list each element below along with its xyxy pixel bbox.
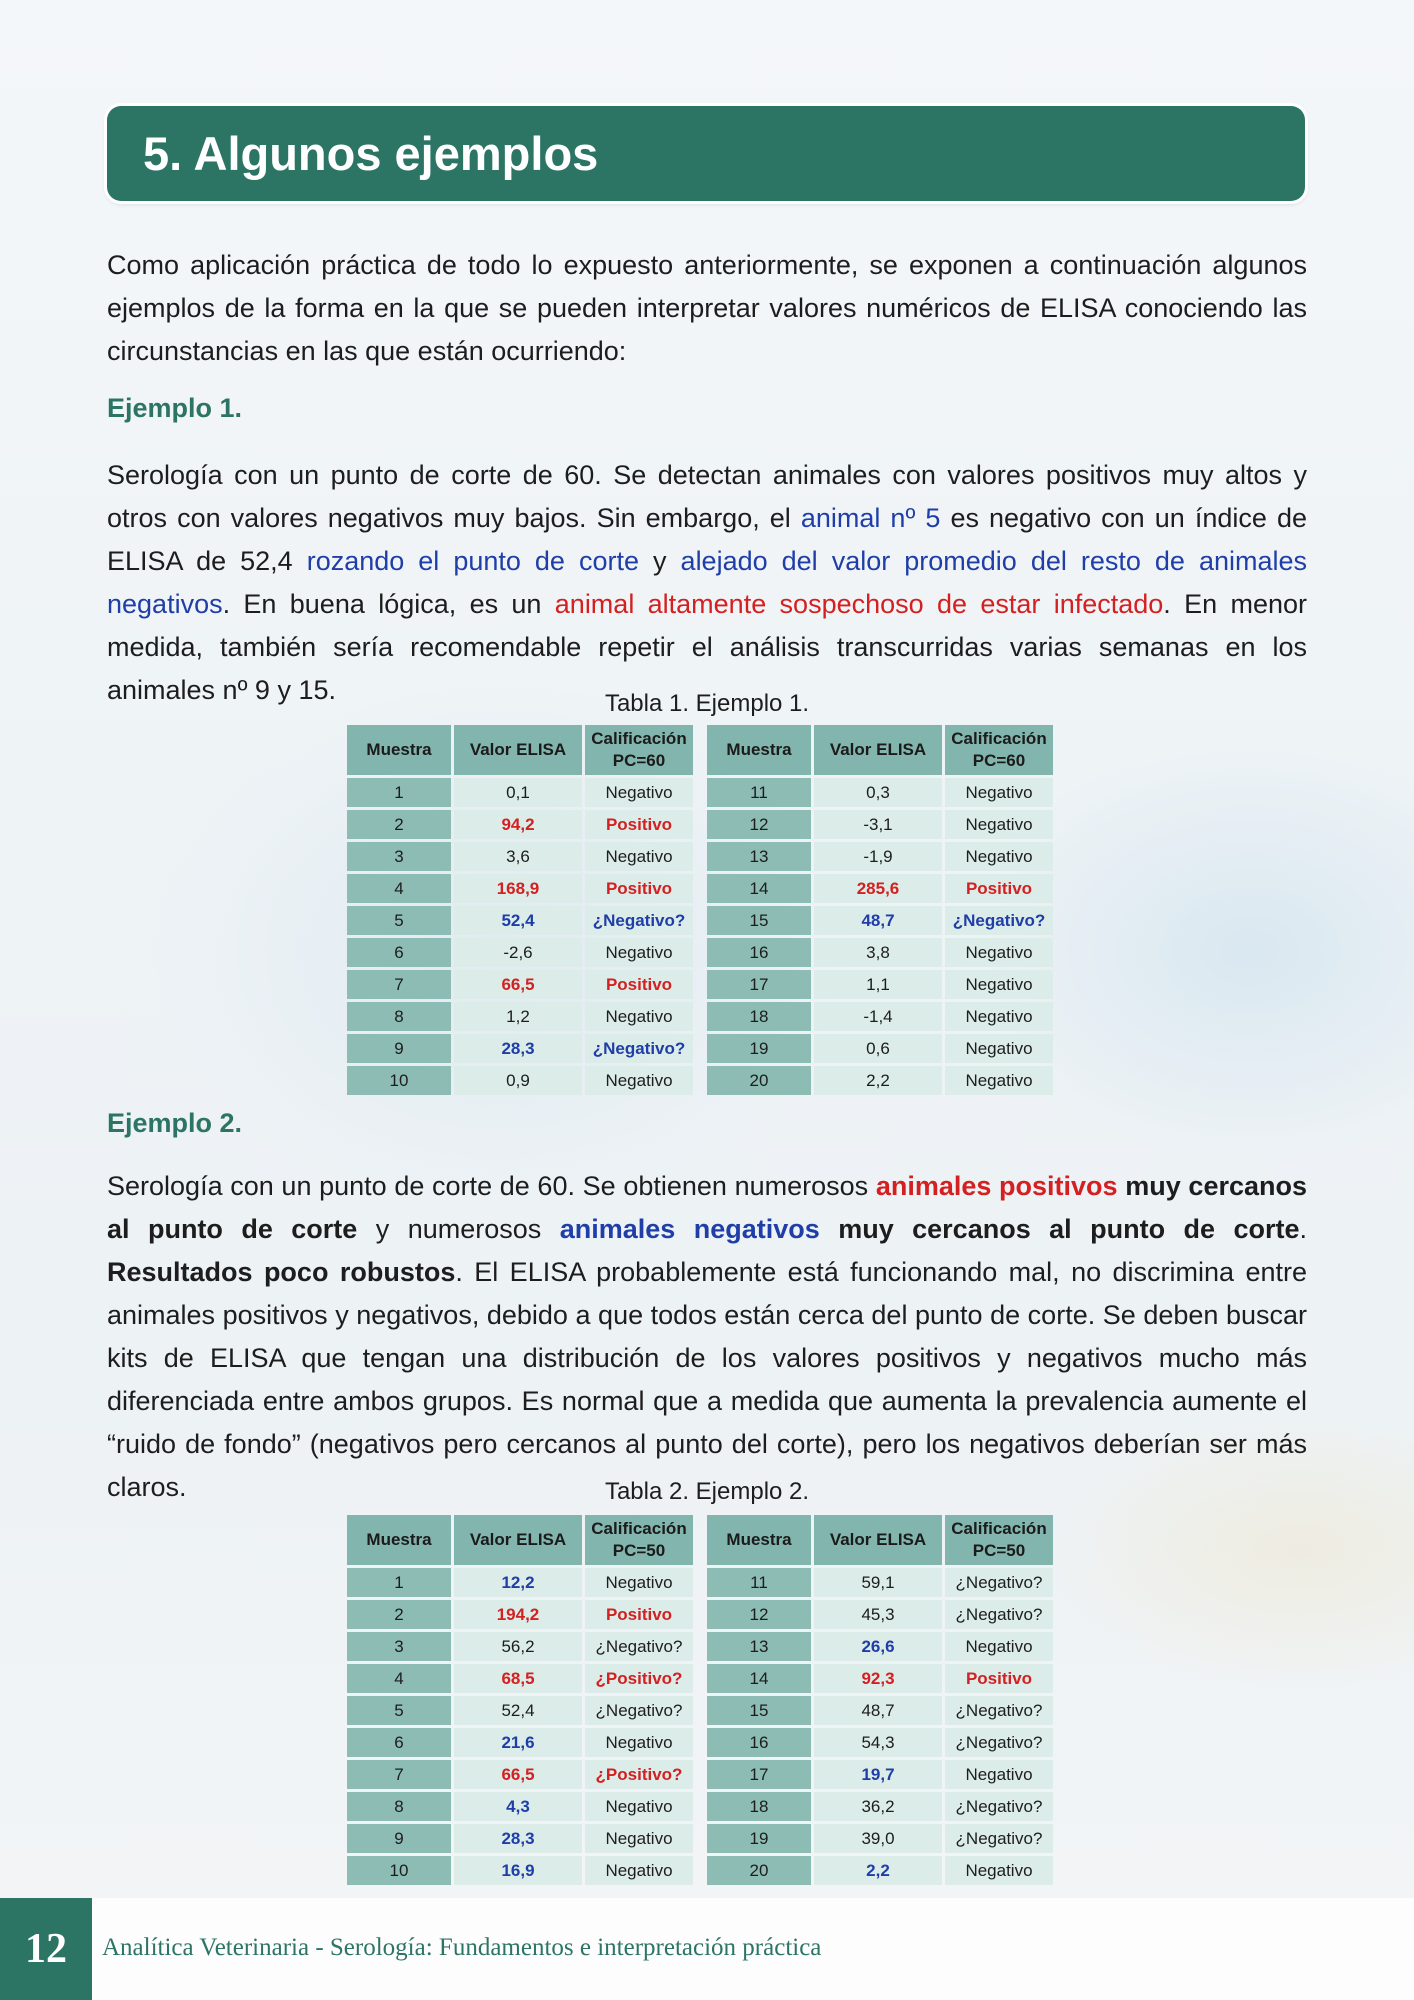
table-gap — [696, 938, 704, 967]
table-gap — [696, 874, 704, 903]
example1-paragraph — [107, 454, 1307, 712]
classification-cell: ¿Negativo? — [945, 1728, 1053, 1757]
table-row — [347, 906, 1053, 935]
table-row — [347, 1824, 1053, 1853]
classification-cell: Negativo — [585, 938, 693, 967]
elisa-value-cell: 16,9 — [454, 1856, 582, 1885]
sample-number-cell: 18 — [707, 1002, 811, 1031]
sample-number-cell: 6 — [347, 938, 451, 967]
elisa-value-cell: 0,3 — [814, 778, 942, 807]
sample-number-cell: 4 — [347, 1664, 451, 1693]
table-gap — [696, 1696, 704, 1725]
example2-highlight-near1: muy cercanos al punto de corte — [107, 1171, 1308, 1244]
elisa-value-cell: 39,0 — [814, 1824, 942, 1853]
classification-cell: Negativo — [585, 1728, 693, 1757]
classification-cell: ¿Negativo? — [585, 1034, 693, 1063]
sample-number-cell: 11 — [707, 1568, 811, 1597]
sample-number-cell: 4 — [347, 874, 451, 903]
table2 — [344, 1512, 1056, 1888]
classification-cell: Negativo — [585, 1568, 693, 1597]
example1-highlight-suspect: animal altamente sospechoso de estar infectado — [554, 589, 1164, 619]
classification-cell: Negativo — [585, 1824, 693, 1853]
table-gap — [696, 1728, 704, 1757]
table-header-cell: Muestra — [707, 1515, 811, 1565]
classification-cell: ¿Negativo? — [945, 1792, 1053, 1821]
table-gap — [696, 1034, 704, 1063]
sample-number-cell: 15 — [707, 906, 811, 935]
sample-number-cell: 8 — [347, 1002, 451, 1031]
table-row — [347, 938, 1053, 967]
example2-highlight-near2: muy cercanos al punto de corte — [838, 1214, 1300, 1244]
classification-cell: Negativo — [585, 1856, 693, 1885]
table-gap — [696, 906, 704, 935]
table-header-row — [347, 725, 1053, 775]
table-row — [347, 1568, 1053, 1597]
classification-cell: Negativo — [945, 1632, 1053, 1661]
sample-number-cell: 19 — [707, 1034, 811, 1063]
classification-cell: ¿Negativo? — [945, 1600, 1053, 1629]
classification-cell: Negativo — [945, 1002, 1053, 1031]
classification-cell: Negativo — [945, 1066, 1053, 1095]
table-header-cell: Muestra — [347, 725, 451, 775]
example1-text-part: es negativo con un índice de ELISA de 52,4 — [107, 503, 1307, 576]
example1-highlight-animal: animal nº 5 — [800, 503, 941, 533]
section-title: 5. Algunos ejemplos — [143, 127, 599, 180]
sample-number-cell: 1 — [347, 1568, 451, 1597]
classification-cell: Negativo — [945, 1760, 1053, 1789]
classification-cell: ¿Positivo? — [585, 1760, 693, 1789]
classification-cell: Negativo — [585, 778, 693, 807]
classification-cell: ¿Negativo? — [585, 906, 693, 935]
elisa-value-cell: -1,4 — [814, 1002, 942, 1031]
elisa-value-cell: 92,3 — [814, 1664, 942, 1693]
table-row — [347, 810, 1053, 839]
table-gap — [696, 1856, 704, 1885]
elisa-value-cell: 0,9 — [454, 1066, 582, 1095]
table-gap — [696, 970, 704, 999]
table-header-cell: Calificación PC=50 — [945, 1515, 1053, 1565]
table-row — [347, 1856, 1053, 1885]
elisa-value-cell: 21,6 — [454, 1728, 582, 1757]
example2-highlight-negative: animales negativos — [559, 1214, 820, 1244]
sample-number-cell: 20 — [707, 1066, 811, 1095]
sample-number-cell: 11 — [707, 778, 811, 807]
elisa-value-cell: 56,2 — [454, 1632, 582, 1661]
table-gap — [696, 842, 704, 871]
example2-text-part: . — [1299, 1214, 1307, 1244]
table-row — [347, 1760, 1053, 1789]
table-row — [347, 1600, 1053, 1629]
table-header-cell: Muestra — [347, 1515, 451, 1565]
classification-cell: Negativo — [945, 778, 1053, 807]
elisa-value-cell: 66,5 — [454, 970, 582, 999]
sample-number-cell: 12 — [707, 1600, 811, 1629]
table-row — [347, 842, 1053, 871]
elisa-value-cell: -3,1 — [814, 810, 942, 839]
example2-text-part: . El ELISA probablemente está funcionando mal, no discrimina entre animales positivos y negativos, debido a que todos están cerca del punto de corte. Se deben buscar kits de ELISA que tengan una distribución de los valores positivos y negativos mucho más diferenciada entre ambos grupos. Es normal que a medida que aumenta la prevalencia aumente el “ruido de fondo” (negativos pero cercanos al punto del corte), pero los negativos deberían ser más claros. — [107, 1257, 1307, 1502]
table-row — [347, 1664, 1053, 1693]
classification-cell: Negativo — [585, 1792, 693, 1821]
elisa-value-cell: 1,1 — [814, 970, 942, 999]
sample-number-cell: 1 — [347, 778, 451, 807]
elisa-value-cell: 28,3 — [454, 1824, 582, 1853]
page-number: 12 — [0, 1898, 92, 2000]
classification-cell: Negativo — [945, 970, 1053, 999]
elisa-value-cell: 3,8 — [814, 938, 942, 967]
example2-text — [107, 1165, 1307, 1509]
table-row — [347, 1728, 1053, 1757]
table-header-cell: Muestra — [707, 725, 811, 775]
elisa-value-cell: 194,2 — [454, 1600, 582, 1629]
table-gap — [696, 1600, 704, 1629]
elisa-value-cell: 3,6 — [454, 842, 582, 871]
sample-number-cell: 20 — [707, 1856, 811, 1885]
example1-highlight-average: alejado del valor promedio del resto de animales negativos — [107, 546, 1308, 619]
example1-text-part: . En buena lógica, es un — [222, 589, 555, 619]
classification-cell: Positivo — [585, 1600, 693, 1629]
sample-number-cell: 14 — [707, 874, 811, 903]
sample-number-cell: 9 — [347, 1824, 451, 1853]
sample-number-cell: 5 — [347, 906, 451, 935]
elisa-value-cell: 0,1 — [454, 778, 582, 807]
sample-number-cell: 10 — [347, 1856, 451, 1885]
sample-number-cell: 2 — [347, 810, 451, 839]
elisa-value-cell: -2,6 — [454, 938, 582, 967]
example2-text-part — [820, 1214, 838, 1244]
elisa-value-cell: 19,7 — [814, 1760, 942, 1789]
table-row — [347, 1632, 1053, 1661]
table1-caption: Tabla 1. Ejemplo 1. — [604, 690, 810, 717]
table-row — [347, 874, 1053, 903]
classification-cell: Negativo — [945, 842, 1053, 871]
sample-number-cell: 17 — [707, 970, 811, 999]
table-gap — [696, 1824, 704, 1853]
sample-number-cell: 13 — [707, 1632, 811, 1661]
elisa-value-cell: 54,3 — [814, 1728, 942, 1757]
elisa-value-cell: 59,1 — [814, 1568, 942, 1597]
example2-text-part: Serología con un punto de corte de 60. Se obtienen numerosos — [107, 1171, 876, 1201]
elisa-value-cell: 2,2 — [814, 1066, 942, 1095]
footer-title: Analítica Veterinaria - Serología: Fundamentos e interpretación práctica — [102, 1934, 822, 1961]
classification-cell: ¿Negativo? — [945, 1568, 1053, 1597]
table-row — [347, 1792, 1053, 1821]
table1 — [344, 722, 1056, 1098]
classification-cell: ¿Negativo? — [945, 1696, 1053, 1725]
example2-heading: Ejemplo 2. — [107, 1108, 243, 1138]
table2-caption: Tabla 2. Ejemplo 2. — [604, 1478, 810, 1505]
example2-paragraph — [107, 1165, 1307, 1509]
table-gap — [696, 725, 704, 775]
classification-cell: Negativo — [945, 938, 1053, 967]
section-banner — [107, 106, 1305, 201]
elisa-value-cell: 28,3 — [454, 1034, 582, 1063]
table-header-cell: Valor ELISA — [814, 1515, 942, 1565]
elisa-value-cell: 52,4 — [454, 1696, 582, 1725]
intro-paragraph — [107, 244, 1307, 373]
table-gap — [696, 1568, 704, 1597]
intro-text: Como aplicación práctica de todo lo expuesto anteriormente, se exponen a continuación algunos ejemplos de la forma en la que se pueden interpretar valores numéricos de ELISA conociendo las circunstancias en las que están ocurriendo: — [107, 250, 1307, 366]
classification-cell: ¿Negativo? — [585, 1696, 693, 1725]
table-row — [347, 970, 1053, 999]
table-row — [347, 778, 1053, 807]
sample-number-cell: 10 — [347, 1066, 451, 1095]
table-header-cell: Calificación PC=60 — [945, 725, 1053, 775]
sample-number-cell: 12 — [707, 810, 811, 839]
classification-cell: ¿Positivo? — [585, 1664, 693, 1693]
elisa-value-cell: 168,9 — [454, 874, 582, 903]
table-gap — [696, 1066, 704, 1095]
elisa-value-cell: 1,2 — [454, 1002, 582, 1031]
classification-cell: Positivo — [945, 1664, 1053, 1693]
elisa-value-cell: 26,6 — [814, 1632, 942, 1661]
sample-number-cell: 8 — [347, 1792, 451, 1821]
sample-number-cell: 18 — [707, 1792, 811, 1821]
table-gap — [696, 1664, 704, 1693]
elisa-value-cell: 48,7 — [814, 906, 942, 935]
elisa-value-cell: 68,5 — [454, 1664, 582, 1693]
sample-number-cell: 3 — [347, 1632, 451, 1661]
elisa-value-cell: 12,2 — [454, 1568, 582, 1597]
table-header-cell: Calificación PC=50 — [585, 1515, 693, 1565]
elisa-value-cell: 36,2 — [814, 1792, 942, 1821]
table-row — [347, 1696, 1053, 1725]
elisa-value-cell: 48,7 — [814, 1696, 942, 1725]
sample-number-cell: 14 — [707, 1664, 811, 1693]
table-header-row — [347, 1515, 1053, 1565]
classification-cell: Negativo — [945, 1856, 1053, 1885]
table-gap — [696, 1792, 704, 1821]
example1-text-part: Serología con un punto de corte de 60. Se detectan animales con valores positivos muy altos y otros con valores negativos muy bajos. Sin embargo, el — [107, 460, 1307, 533]
elisa-value-cell: 52,4 — [454, 906, 582, 935]
classification-cell: ¿Negativo? — [585, 1632, 693, 1661]
table-header-cell: Valor ELISA — [814, 725, 942, 775]
example1-text-part: . En menor medida, también sería recomendable repetir el análisis transcurridas varias semanas en los animales nº 9 y 15. — [107, 589, 1307, 705]
classification-cell: ¿Negativo? — [945, 1824, 1053, 1853]
sample-number-cell: 7 — [347, 970, 451, 999]
classification-cell: Negativo — [585, 842, 693, 871]
sample-number-cell: 7 — [347, 1760, 451, 1789]
sample-number-cell: 6 — [347, 1728, 451, 1757]
sample-number-cell: 19 — [707, 1824, 811, 1853]
example2-highlight-robust: Resultados poco robustos — [107, 1257, 456, 1287]
table-row — [347, 1066, 1053, 1095]
table-header-cell: Calificación PC=60 — [585, 725, 693, 775]
table-header-cell: Valor ELISA — [454, 725, 582, 775]
sample-number-cell: 5 — [347, 1696, 451, 1725]
classification-cell: Positivo — [585, 810, 693, 839]
sample-number-cell: 13 — [707, 842, 811, 871]
table-gap — [696, 778, 704, 807]
table-header-cell: Valor ELISA — [454, 1515, 582, 1565]
classification-cell: ¿Negativo? — [945, 906, 1053, 935]
elisa-value-cell: 0,6 — [814, 1034, 942, 1063]
classification-cell: Negativo — [585, 1066, 693, 1095]
table-gap — [696, 810, 704, 839]
sample-number-cell: 16 — [707, 938, 811, 967]
classification-cell: Positivo — [945, 874, 1053, 903]
example1-highlight-cutoff: rozando el punto de corte — [306, 546, 639, 576]
table-gap — [696, 1515, 704, 1565]
sample-number-cell: 3 — [347, 842, 451, 871]
classification-cell: Positivo — [585, 874, 693, 903]
elisa-value-cell: 285,6 — [814, 874, 942, 903]
sample-number-cell: 16 — [707, 1728, 811, 1757]
sample-number-cell: 9 — [347, 1034, 451, 1063]
elisa-value-cell: -1,9 — [814, 842, 942, 871]
table-gap — [696, 1760, 704, 1789]
classification-cell: Negativo — [945, 810, 1053, 839]
example1-heading: Ejemplo 1. — [107, 393, 243, 423]
example2-highlight-positive: animales positivos — [875, 1171, 1118, 1201]
sample-number-cell: 2 — [347, 1600, 451, 1629]
table-gap — [696, 1002, 704, 1031]
table-row — [347, 1034, 1053, 1063]
elisa-value-cell: 2,2 — [814, 1856, 942, 1885]
footer — [0, 1898, 1414, 2000]
example2-text-part: y numerosos — [357, 1214, 560, 1244]
classification-cell: Negativo — [945, 1034, 1053, 1063]
classification-cell: Positivo — [585, 970, 693, 999]
sample-number-cell: 17 — [707, 1760, 811, 1789]
elisa-value-cell: 45,3 — [814, 1600, 942, 1629]
example1-text-part: y — [639, 546, 681, 576]
table-row — [347, 1002, 1053, 1031]
sample-number-cell: 15 — [707, 1696, 811, 1725]
elisa-value-cell: 66,5 — [454, 1760, 582, 1789]
elisa-value-cell: 94,2 — [454, 810, 582, 839]
classification-cell: Negativo — [585, 1002, 693, 1031]
elisa-value-cell: 4,3 — [454, 1792, 582, 1821]
table-gap — [696, 1632, 704, 1661]
example1-text — [107, 454, 1307, 712]
